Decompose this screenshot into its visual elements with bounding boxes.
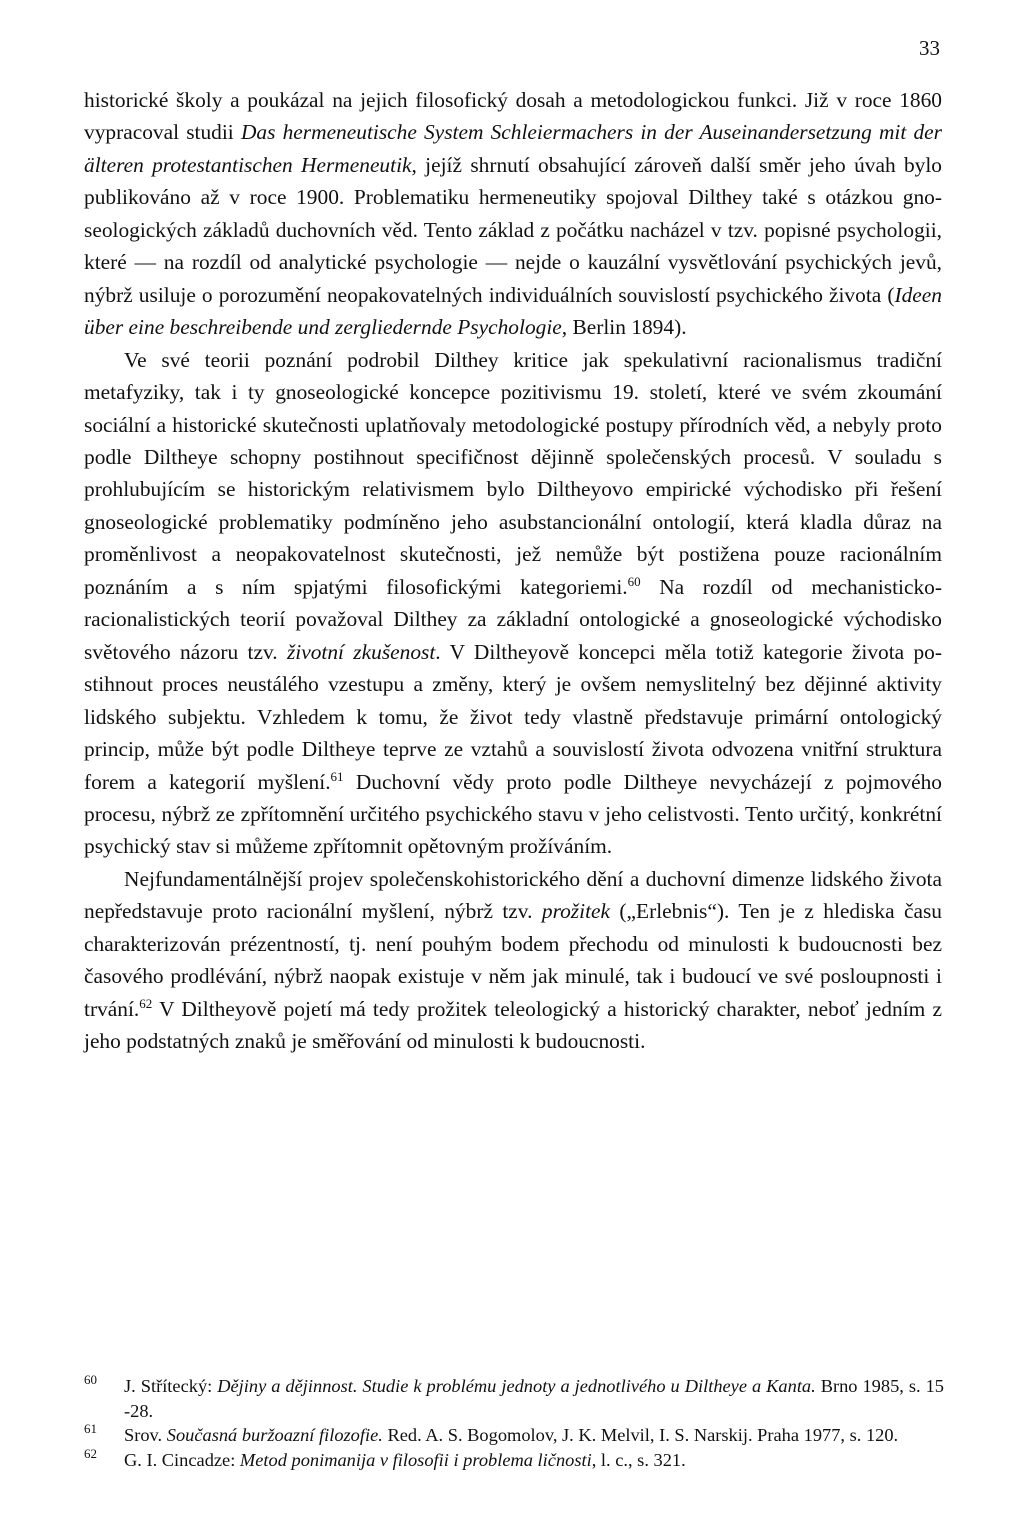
footnote-number: 62 bbox=[84, 1445, 97, 1461]
text-run: G. I. Cincadze: bbox=[124, 1449, 240, 1470]
footnote-reference: 61 bbox=[330, 768, 344, 784]
text-run: historické školy a poukázal na jejich filosofický dosah a metodologickou funkci. Již v roce 1860 vypracoval studii bbox=[84, 88, 942, 145]
text-run: Red. A. S. Bogomolov, J. K. Melvil, I. S. Narskij. Praha 1977, s. 120. bbox=[382, 1425, 899, 1445]
text-run: Ve své teorii poznání podrobil Dilthey kritice jak spekulativní racionalismus tradiční metafyziky, tak i ty gnoseologické koncepce pozitivismu 19. století, které ve svém zkoumání sociální a historické skutečnosti uplatňovaly metodologické postupy přírodních věd, a nebyly proto podle Diltheye schopny postihnout specifičnost dějinně společenských procesů. V souladu s prohlubujícím se historickým relativismem bylo Diltheyovo empirické východisko při řešení gnoseologické problematiky podmíněno jeho asubstancionální ontologií, která kladla důraz na proměnlivost a neopakovatelnost skutečnosti, jež nemůže být postižena pouze racionálním poznáním a s ním spjatými filosofickými kategoriemi. bbox=[84, 347, 942, 599]
text-run: , jejíž shrnutí obsahující zároveň další směr jeho úvah bylo publikováno až v roce 1900. Problematiku hermeneutiky spojoval Dilthey také s otázkou gnoseologických základů duchovních věd. Tento základ z počátku nacházel v tzv. popisné psychologii, které — na rozdíl od analytické psychologie — nejde o kauzální vysvětlování psychických jevů, nýbrž usiluje o porozumění neopakovatelných individuálních souvislostí psychického života ( bbox=[84, 152, 942, 307]
text-run: („Erlebnis“). Ten je z hlediska času charakterizován prézentností, tj. není pouhým bodem přechodu od minulosti k budoucnosti bez časového prodlévání, nýbrž naopak existuje v něm jak minulé, tak i budoucí ve své posloupnosti i trvání. bbox=[84, 899, 942, 1021]
text-run: Duchovní vědy proto podle Diltheye nevycházejí z pojmového procesu, nýbrž ze zpřítomnění určitého psychického stavu v jeho celistvosti. Tento určitý, konkrétní psychický stav si můžeme zpřítomnit opětovným prožíváním. bbox=[84, 769, 942, 859]
footnote-text bbox=[124, 1376, 944, 1421]
text-run: , Berlin 1894). bbox=[561, 315, 687, 340]
text-run: . V Diltheyově koncepci měla totiž kategorie života postihnout proces neustálého vzestupu a změny, který je ovšem nemyslitelný bez dějinné aktivity lidského subjektu. Vzhledem k tomu, že život tedy vlastně představuje primární ontologický princip, může být podle Diltheye teprve ze vztahů a souvislostí života odvozena vnitřní struktura forem a kategorií myšlení. bbox=[84, 639, 942, 794]
text-run: Nejfundamentálnější projev společenskohistorického dění a duchovní dimenze lidského života nepředstavuje proto racionální myšlení, nýbrž tzv. bbox=[84, 866, 942, 924]
footnote bbox=[84, 1445, 944, 1473]
footnote-reference: 62 bbox=[139, 995, 153, 1011]
footnotes bbox=[84, 1374, 944, 1472]
italic-text: Metod ponimanija v filosofii i problema ličnosti bbox=[239, 1449, 592, 1470]
footnote-reference: 60 bbox=[627, 573, 641, 589]
footnote-text bbox=[124, 1425, 898, 1445]
footnote-text bbox=[124, 1450, 686, 1470]
text-run: Srov. bbox=[124, 1425, 167, 1445]
italic-text: prožitek bbox=[541, 899, 610, 924]
italic-text: Das hermeneutische System Schleiermachers in der Auseinandersetzung mit der älteren protestantischen Hermeneutik bbox=[84, 120, 943, 177]
text-run: Brno 1985, s. 15 -28. bbox=[124, 1376, 944, 1421]
text-run: J. Střítecký: bbox=[124, 1376, 218, 1396]
footnote bbox=[84, 1374, 944, 1423]
footnote-number: 60 bbox=[84, 1372, 97, 1387]
paragraph bbox=[84, 344, 942, 863]
text-run: , l. c., s. 321. bbox=[591, 1449, 686, 1470]
footnote-number: 61 bbox=[84, 1421, 97, 1436]
paragraph bbox=[84, 863, 942, 1058]
text-run: Na rozdíl od mechanisticko-racionalistických teorií považoval Dilthey za základní ontologické a gnoseologické východisko světového názoru tzv. bbox=[84, 574, 942, 664]
text-run: V Diltheyově pojetí má tedy prožitek teleologický a historický charakter, neboť jedním z jeho podstatných znaků je směřování od minulosti k budoucnosti. bbox=[84, 996, 942, 1054]
body-text bbox=[84, 84, 942, 1058]
italic-text: životní zkušenost bbox=[286, 639, 436, 664]
footnote bbox=[84, 1423, 944, 1448]
page-number: 33 bbox=[919, 36, 940, 60]
paragraph bbox=[84, 84, 942, 344]
italic-text: Dějiny a dějinnost. Studie k problému jednoty a jednotlivého u Diltheye a Kanta. bbox=[217, 1376, 816, 1396]
italic-text: Současná buržoazní filozofie. bbox=[166, 1425, 383, 1445]
italic-text: Ideen über eine beschreibende und zergliedernde Psychologie bbox=[84, 282, 942, 340]
